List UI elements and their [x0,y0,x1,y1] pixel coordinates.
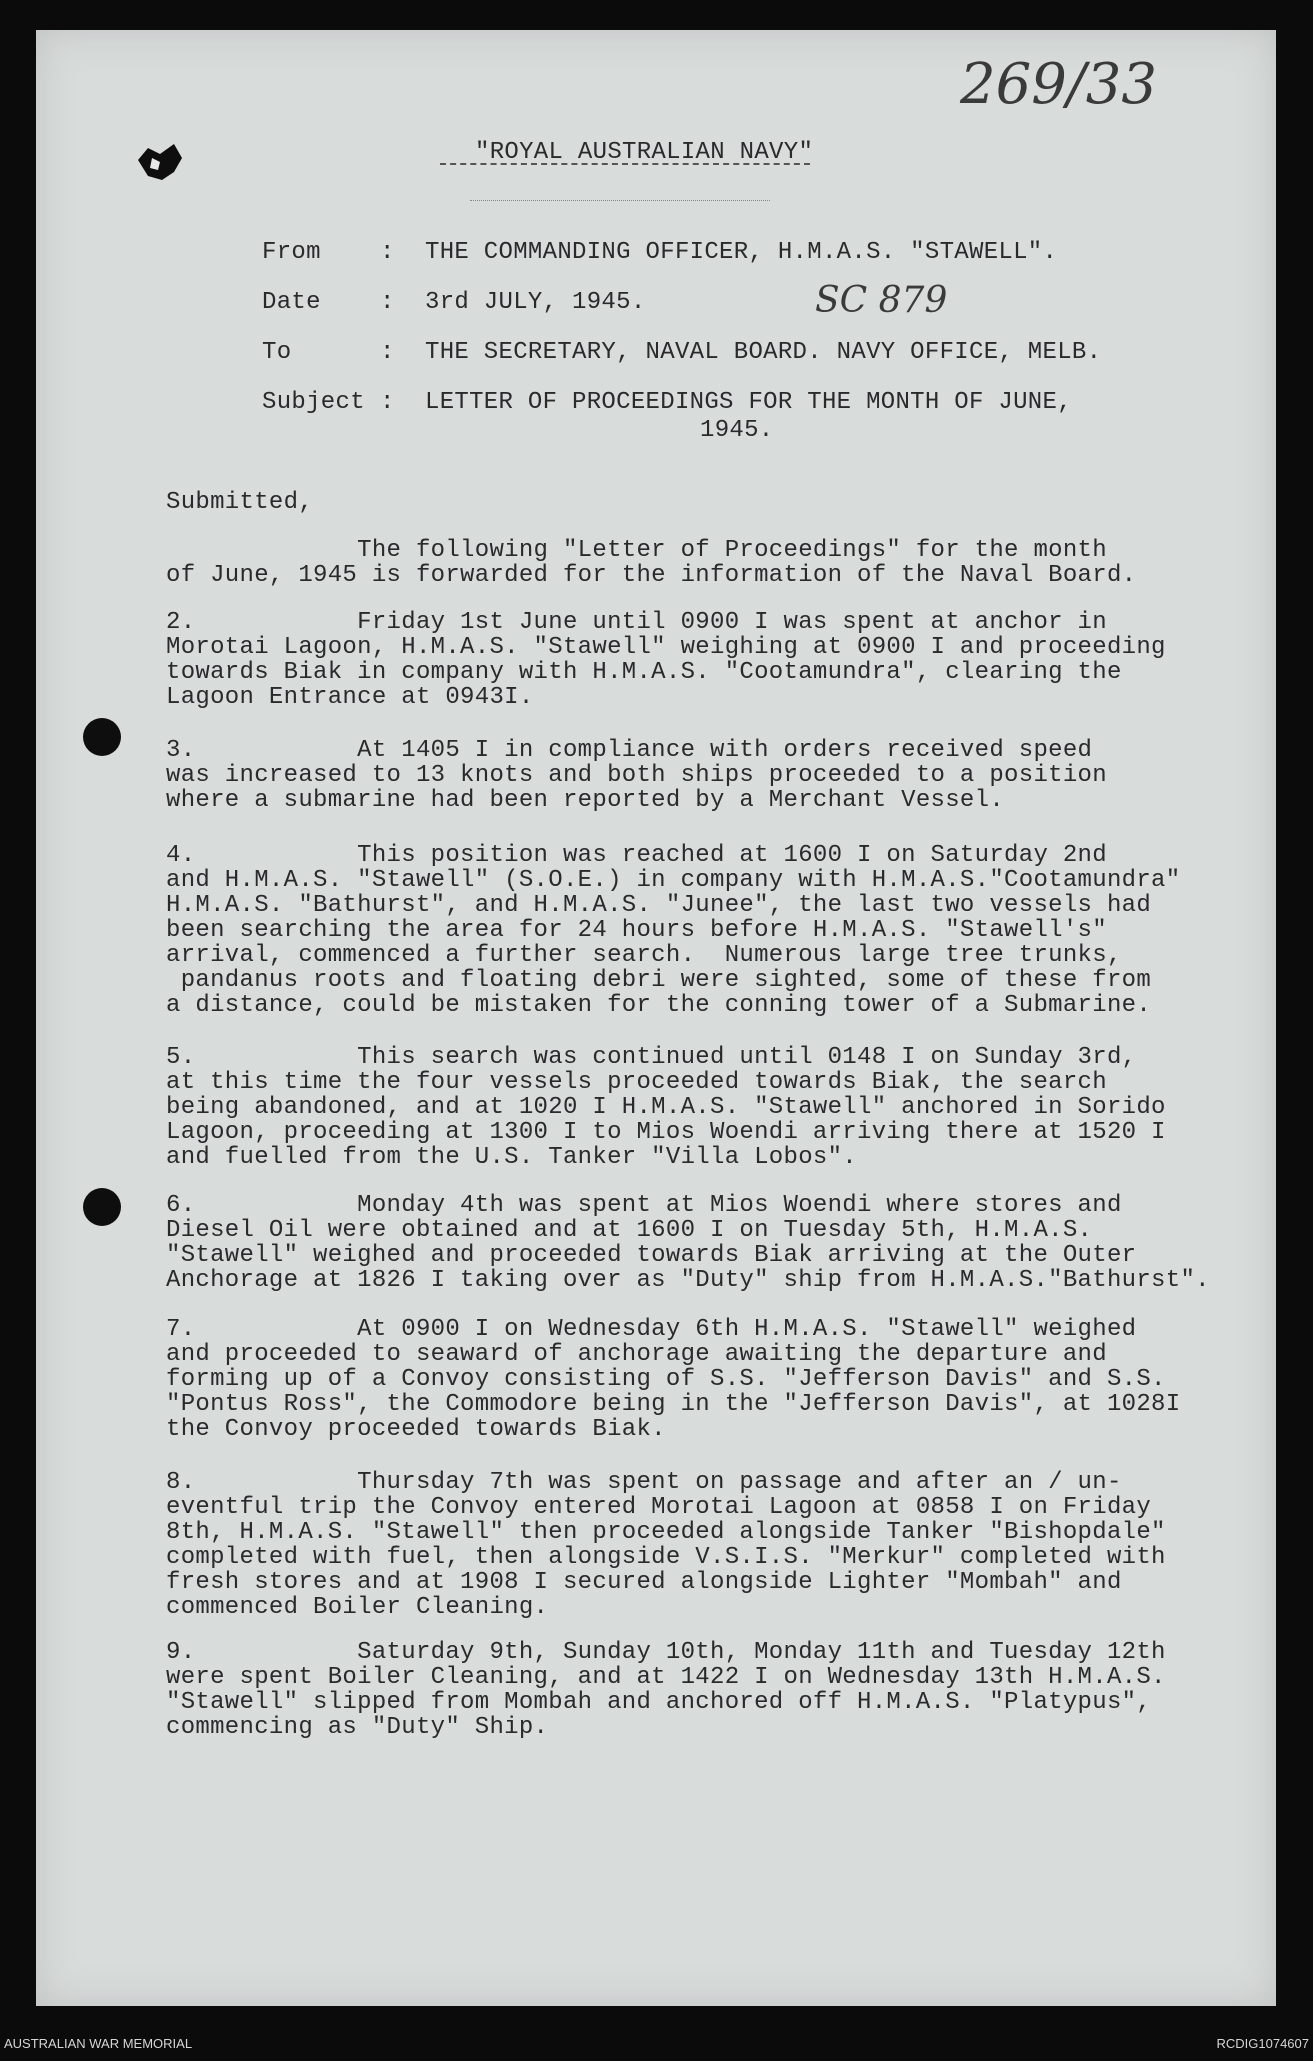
paragraph-line: where a submarine had been reported by a Merchant Vessel. [166,787,1005,814]
paragraph-line: of June, 1945 is forwarded for the information of the Naval Board. [166,562,1137,589]
paragraph-line: arrival, commenced a further search. Numerous large tree trunks, [166,942,1122,969]
paragraph-line: a distance, could be mistaken for the conning tower of a Submarine. [166,992,1152,1019]
paragraph-line: at this time the four vessels proceeded towards Biak, the search [166,1069,1107,1096]
paragraph-line: the Convoy proceeded towards Biak. [166,1416,666,1443]
paragraph-line: Anchorage at 1826 I taking over as "Duty" ship from H.M.A.S."Bathurst". [166,1267,1210,1294]
paragraph-line: 9. Saturday 9th, Sunday 10th, Monday 11th and Tuesday 12th [166,1639,1166,1666]
footer-archive-name: AUSTRALIAN WAR MEMORIAL [4,2036,193,2051]
paragraph-line: 6. Monday 4th was spent at Mios Woendi where stores and [166,1192,1122,1219]
subject-separator: : [380,389,395,416]
paragraph-line: Lagoon Entrance at 0943I. [166,684,534,711]
paragraph-line: towards Biak in company with H.M.A.S. "Cootamundra", clearing the [166,659,1122,686]
paragraph-line: 7. At 0900 I on Wednesday 6th H.M.A.S. "Stawell" weighed [166,1316,1137,1343]
paragraph-line: 4. This position was reached at 1600 I on Saturday 2nd [166,842,1107,869]
subject-label: Subject [262,389,365,416]
paragraph-line: "Pontus Ross", the Commodore being in the "Jefferson Davis", at 1028I [166,1391,1181,1418]
from-separator: : [380,239,395,266]
punch-hole-bottom [83,1188,121,1226]
handwritten-file-number: 269/33 [960,52,1158,117]
date-label: Date [262,289,321,316]
footer-record-id: RCDIG1074607 [1216,2036,1309,2051]
handwritten-reference: SC 879 [815,280,948,321]
paragraph-line: being abandoned, and at 1020 I H.M.A.S. "Stawell" anchored in Sorido [166,1094,1166,1121]
date-separator: : [380,289,395,316]
paragraph-line: and fuelled from the U.S. Tanker "Villa Lobos". [166,1144,858,1171]
paragraph-line: 2. Friday 1st June until 0900 I was spent at anchor in [166,609,1107,636]
from-label: From [262,239,321,266]
paragraph-line: H.M.A.S. "Bathurst", and H.M.A.S. "Junee", the last two vessels had [166,892,1152,919]
paragraph-line: "Stawell" slipped from Mombah and anchored off H.M.A.S. "Platypus", [166,1689,1152,1716]
to-separator: : [380,339,395,366]
paragraph-line: "Stawell" weighed and proceeded towards Biak arriving at the Outer [166,1242,1137,1269]
paragraph-line: been searching the area for 24 hours before H.M.A.S. "Stawell's" [166,917,1107,944]
paragraph-line: commencing as "Duty" Ship. [166,1714,549,1741]
paragraph-line: were spent Boiler Cleaning, and at 1422 I on Wednesday 13th H.M.A.S. [166,1664,1166,1691]
heading-underline [440,163,810,165]
paragraph-line: Morotai Lagoon, H.M.A.S. "Stawell" weighing at 0900 I and proceeding [166,634,1166,661]
salutation: Submitted, [166,489,314,516]
paragraph-line: The following "Letter of Proceedings" for the month [166,537,1107,564]
paragraph-line: 3. At 1405 I in compliance with orders received speed [166,737,1093,764]
paragraph-line: 8th, H.M.A.S. "Stawell" then proceeded alongside Tanker "Bishopdale" [166,1519,1166,1546]
paragraph-line: and proceeded to seaward of anchorage awaiting the departure and [166,1341,1107,1368]
date-value: 3rd JULY, 1945. [425,289,646,316]
heading-underline-dotted [470,200,770,201]
torn-corner-mark [134,140,186,188]
paragraph-line: pandanus roots and floating debri were sighted, some of these from [166,967,1152,994]
paragraph-line: completed with fuel, then alongside V.S.I.S. "Merkur" completed with [166,1544,1166,1571]
from-value: THE COMMANDING OFFICER, H.M.A.S. "STAWELL". [425,239,1058,266]
subject-line-2: 1945. [700,417,774,444]
paragraph-line: and H.M.A.S. "Stawell" (S.O.E.) in company with H.M.A.S."Cootamundra" [166,867,1181,894]
paragraph-line: 8. Thursday 7th was spent on passage and after an / un- [166,1469,1122,1496]
paragraph-line: commenced Boiler Cleaning. [166,1594,549,1621]
paragraph-line: was increased to 13 knots and both ships proceeded to a position [166,762,1107,789]
subject-line-1: LETTER OF PROCEEDINGS FOR THE MONTH OF JUNE, [425,389,1072,416]
to-value: THE SECRETARY, NAVAL BOARD. NAVY OFFICE, MELB. [425,339,1102,366]
paragraph-line: forming up of a Convoy consisting of S.S. "Jefferson Davis" and S.S. [166,1366,1166,1393]
paragraph-line: 5. This search was continued until 0148 I on Sunday 3rd, [166,1044,1137,1071]
paragraph-line: Lagoon, proceeding at 1300 I to Mios Woendi arriving there at 1520 I [166,1119,1166,1146]
paragraph-line: Diesel Oil were obtained and at 1600 I on Tuesday 5th, H.M.A.S. [166,1217,1093,1244]
document-heading: "ROYAL AUSTRALIAN NAVY" [475,139,814,166]
to-label: To [262,339,292,366]
paragraph-line: eventful trip the Convoy entered Morotai Lagoon at 0858 I on Friday [166,1494,1152,1521]
punch-hole-top [83,718,121,756]
paragraph-line: fresh stores and at 1908 I secured alongside Lighter "Mombah" and [166,1569,1122,1596]
